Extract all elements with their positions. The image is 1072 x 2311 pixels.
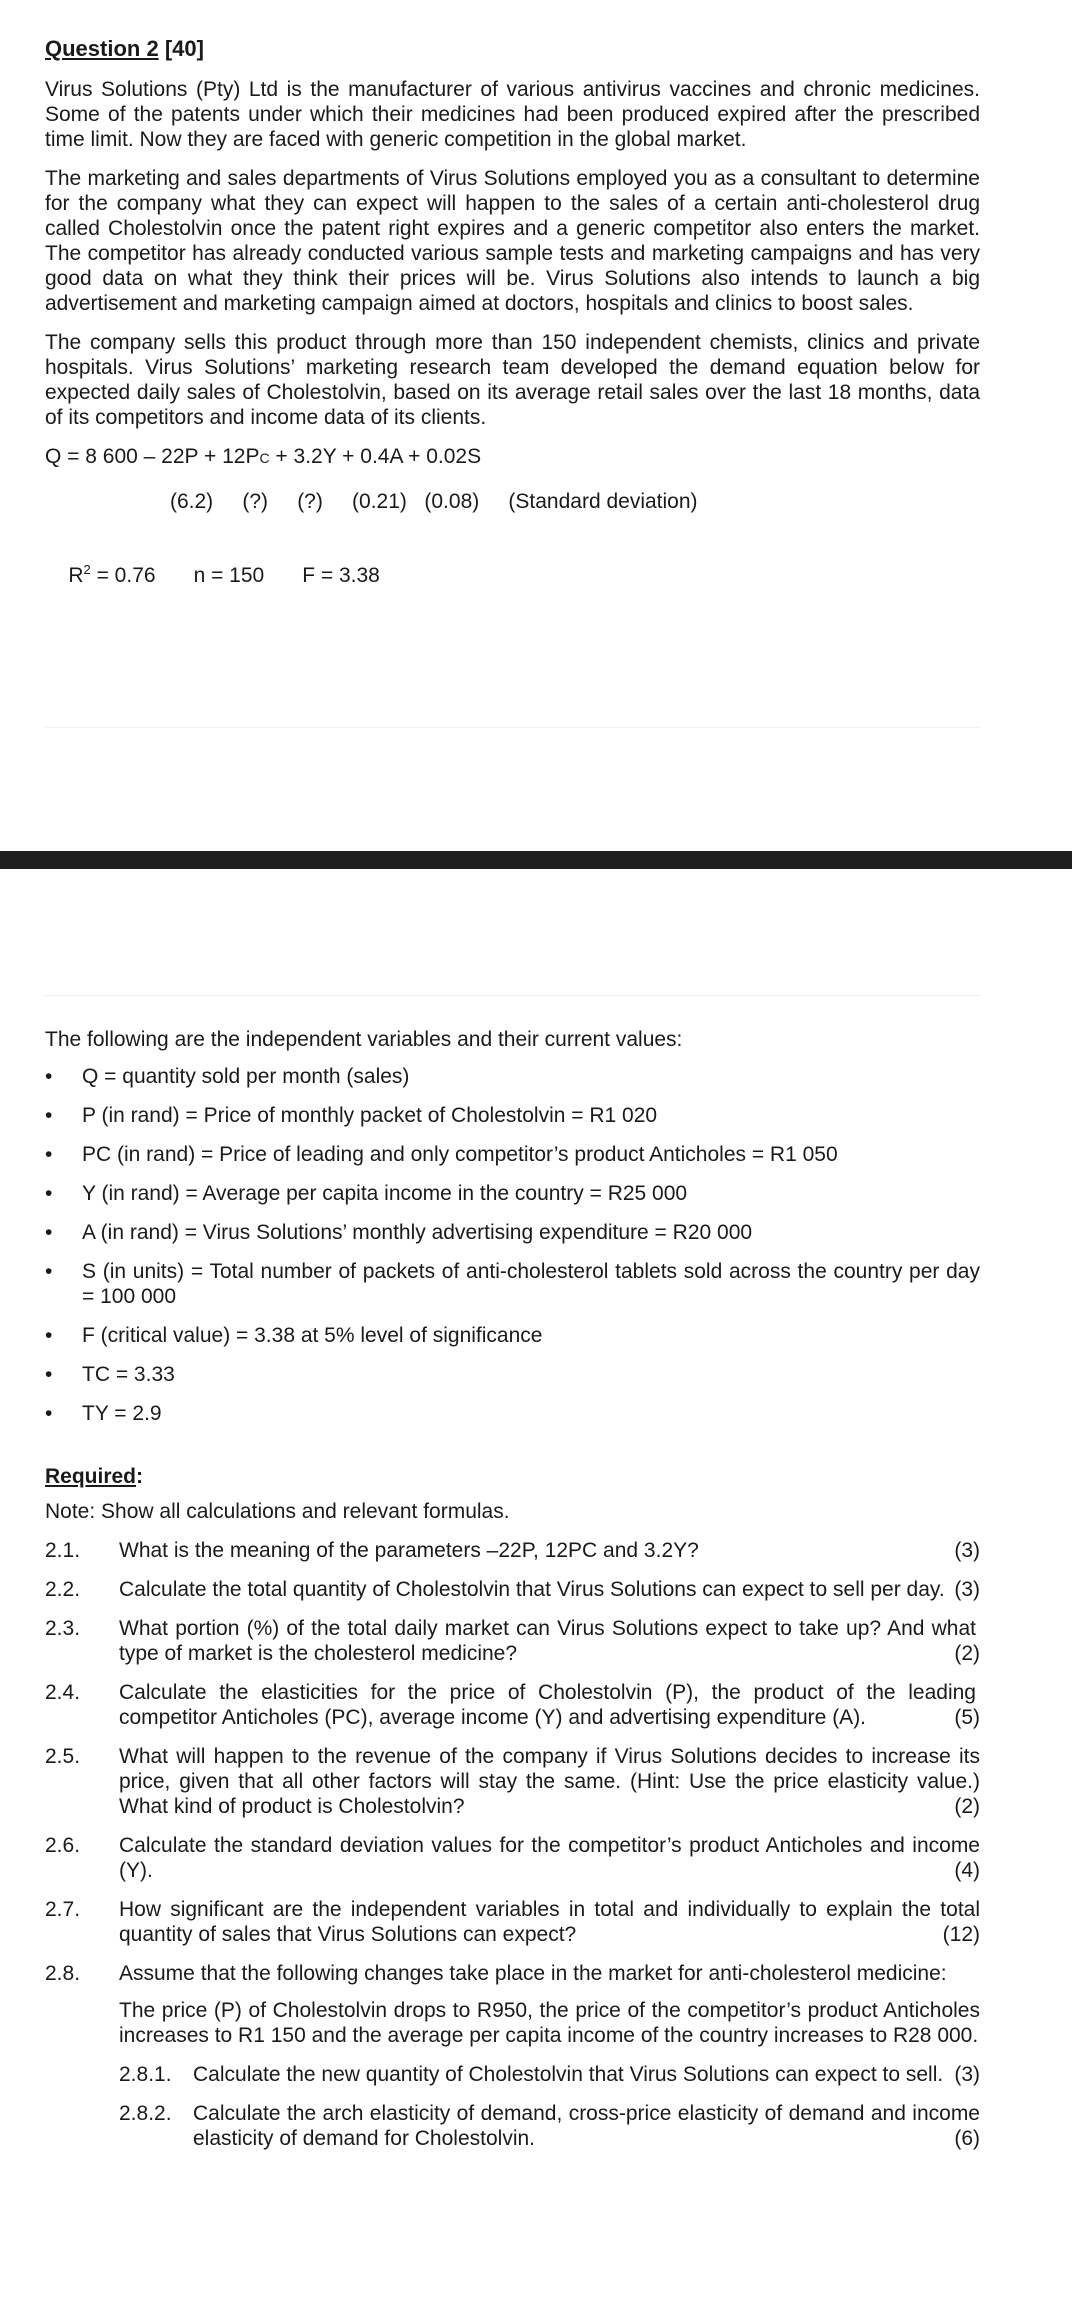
question-item [45, 1680, 980, 1730]
question-marks: (12) [942, 1923, 980, 1946]
variable-text: S (in units) = Total number of packets of anti-cholesterol tablets sold across the country per day = 100 000 [82, 1260, 980, 1308]
regression-stats [45, 532, 980, 613]
question-number: 2.7. [45, 1898, 81, 1921]
question-marks: (2) [954, 1795, 980, 1818]
question-item [45, 1616, 980, 1666]
list-item [45, 1259, 980, 1309]
question-marks: (2) [954, 1642, 980, 1665]
faint-scan-line-top [45, 727, 980, 728]
question-text: Calculate the elasticities for the price of Cholestolvin (P), the product of the leading competitor Anticholes (PC), average income (Y) and advertising expenditure (A). [119, 1681, 976, 1729]
question-total-marks: [40] [164, 36, 204, 61]
bullet-icon: • [45, 1104, 53, 1127]
question-heading: Question 2 [45, 36, 159, 61]
question-item [45, 1744, 980, 1819]
faint-scan-line-bottom [45, 995, 980, 996]
variable-text: A (in rand) = Virus Solutions’ monthly advertising expenditure = R20 000 [82, 1221, 753, 1244]
question-text: Calculate the total quantity of Cholestolvin that Virus Solutions can expect to sell per day. [119, 1578, 945, 1601]
list-item [45, 1103, 980, 1128]
question-item [45, 1577, 980, 1602]
page-divider [0, 851, 1072, 869]
question-number: 2.8. [45, 1962, 81, 1985]
question-text: Assume that the following changes take place in the market for anti-cholesterol medicine: [119, 1962, 947, 1985]
variable-text: P (in rand) = Price of monthly packet of Cholestolvin = R1 020 [82, 1104, 658, 1127]
variables-and-questions [45, 1027, 980, 2151]
question-text: How significant are the independent variables in total and individually to explain the total quantity of sales that Virus Solutions can expect? [119, 1898, 980, 1946]
bullet-icon: • [45, 1363, 53, 1386]
question-document [45, 36, 980, 613]
bullet-icon: • [45, 1182, 53, 1205]
list-item [45, 1323, 980, 1348]
equation-subscript-c: C [259, 450, 270, 466]
question-item [45, 1897, 980, 1947]
question-number: 2.5. [45, 1745, 81, 1768]
variable-text: F (critical value) = 3.38 at 5% level of significance [82, 1324, 543, 1347]
required-heading [45, 1464, 980, 1489]
question-item [45, 1833, 980, 1883]
question-text: What will happen to the revenue of the company if Virus Solutions decides to increase its price, given that all other factors will stay the same. (Hint: Use the price elasticity value.) What kind of product is Cholestolvin? [119, 1745, 980, 1818]
list-item [45, 1362, 980, 1387]
variable-text: TY = 2.9 [82, 1402, 162, 1425]
intro-paragraph-3: The company sells this product through more than 150 independent chemists, clinics and private hospitals. Virus Solutions’ marketing research team developed the demand equation below for expected daily sales of Cholestolvin, based on its average retail sales over the last 18 months, data of its competitors and income data of its clients. [45, 331, 980, 429]
r-squared-label: R [68, 564, 84, 587]
bullet-icon: • [45, 1221, 53, 1244]
standard-deviations: (6.2) (?) (?) (0.21) (0.08) (Standard deviation) [170, 490, 698, 513]
bullet-icon: • [45, 1143, 53, 1166]
bullet-icon: • [45, 1065, 53, 1088]
sub-question-number: 2.8.1. [119, 2063, 172, 2086]
bullet-icon: • [45, 1324, 53, 1347]
sub-question-marks: (3) [954, 2063, 980, 2086]
sample-size: n = 150 [193, 564, 265, 587]
list-item [45, 1401, 980, 1426]
variables-list [45, 1064, 980, 1426]
variable-text: TC = 3.33 [82, 1363, 175, 1386]
sub-question-marks: (6) [954, 2127, 980, 2150]
question-marks: (4) [954, 1859, 980, 1882]
variable-text: PC (in rand) = Price of leading and only competitor’s product Anticholes = R1 050 [82, 1143, 838, 1166]
question-marks: (3) [954, 1539, 980, 1562]
question-number: 2.1. [45, 1539, 81, 1562]
f-statistic: F = 3.38 [302, 564, 380, 587]
variables-intro: The following are the independent variables and their current values: [45, 1028, 683, 1051]
intro-paragraph-1: Virus Solutions (Pty) Ltd is the manufacturer of various antivirus vaccines and chronic medicines. Some of the patents under which their medicines had been produced expired after the prescribed time limit. Now they are faced with generic competition in the global market. [45, 78, 980, 151]
list-item [45, 1064, 980, 1089]
scenario-text: The price (P) of Cholestolvin drops to R950, the price of the competitor’s product Anticholes increases to R1 150 and the average per capita income of the country increases to R28 000. [119, 1999, 980, 2047]
question-text: What is the meaning of the parameters –22P, 12PC and 3.2Y? [119, 1539, 699, 1562]
question-item [45, 1538, 980, 1563]
variable-text: Q = quantity sold per month (sales) [82, 1065, 410, 1088]
question-marks: (5) [954, 1706, 980, 1729]
question-number: 2.4. [45, 1681, 81, 1704]
sub-question-text: Calculate the new quantity of Cholestolvin that Virus Solutions can expect to sell. [193, 2063, 944, 2086]
sub-question-item [119, 2101, 980, 2151]
demand-equation [45, 444, 980, 471]
sub-question-number: 2.8.2. [119, 2102, 172, 2125]
intro-paragraph-2: The marketing and sales departments of Virus Solutions employed you as a consultant to determine for the company what they can expect will happen to the sales of a certain anti-cholesterol drug called Cholestolvin once the patent right expires and a generic competitor also enters the market. The competitor has already conducted various sample tests and marketing campaigns and has very good data on what they think their prices will be. Virus Solutions also intends to launch a big advertisement and marketing campaign aimed at doctors, hospitals and clinics to boost sales. [45, 167, 980, 315]
sub-question-item [119, 2062, 980, 2087]
question-marks: (3) [954, 1578, 980, 1601]
equation-rhs: + 3.2Y + 0.4A + 0.02S [269, 445, 482, 468]
variable-text: Y (in rand) = Average per capita income in the country = R25 000 [82, 1182, 688, 1205]
required-note: Note: Show all calculations and relevant formulas. [45, 1500, 510, 1523]
question-text: What portion (%) of the total daily market can Virus Solutions expect to take up? And what type of market is the cholesterol medicine? [119, 1617, 976, 1665]
r-squared-superscript: 2 [83, 562, 91, 577]
equation-lhs: Q = 8 600 – 22P + 12P [45, 445, 260, 468]
list-item [45, 1142, 980, 1167]
question-number: 2.6. [45, 1834, 81, 1857]
question-text: Calculate the standard deviation values for the competitor’s product Anticholes and income (Y). [119, 1834, 980, 1882]
question-title [45, 36, 980, 61]
required-label: Required [45, 1465, 137, 1488]
question-item-2-8 [45, 1961, 980, 2151]
r-squared-value: = 0.76 [90, 564, 156, 587]
question-number: 2.2. [45, 1578, 81, 1601]
sub-question-text: Calculate the arch elasticity of demand, cross-price elasticity of demand and income elasticity of demand for Cholestolvin. [193, 2102, 980, 2150]
bullet-icon: • [45, 1260, 53, 1283]
required-colon: : [136, 1465, 144, 1488]
list-item [45, 1181, 980, 1206]
bullet-icon: • [45, 1402, 53, 1425]
list-item [45, 1220, 980, 1245]
question-number: 2.3. [45, 1617, 81, 1640]
